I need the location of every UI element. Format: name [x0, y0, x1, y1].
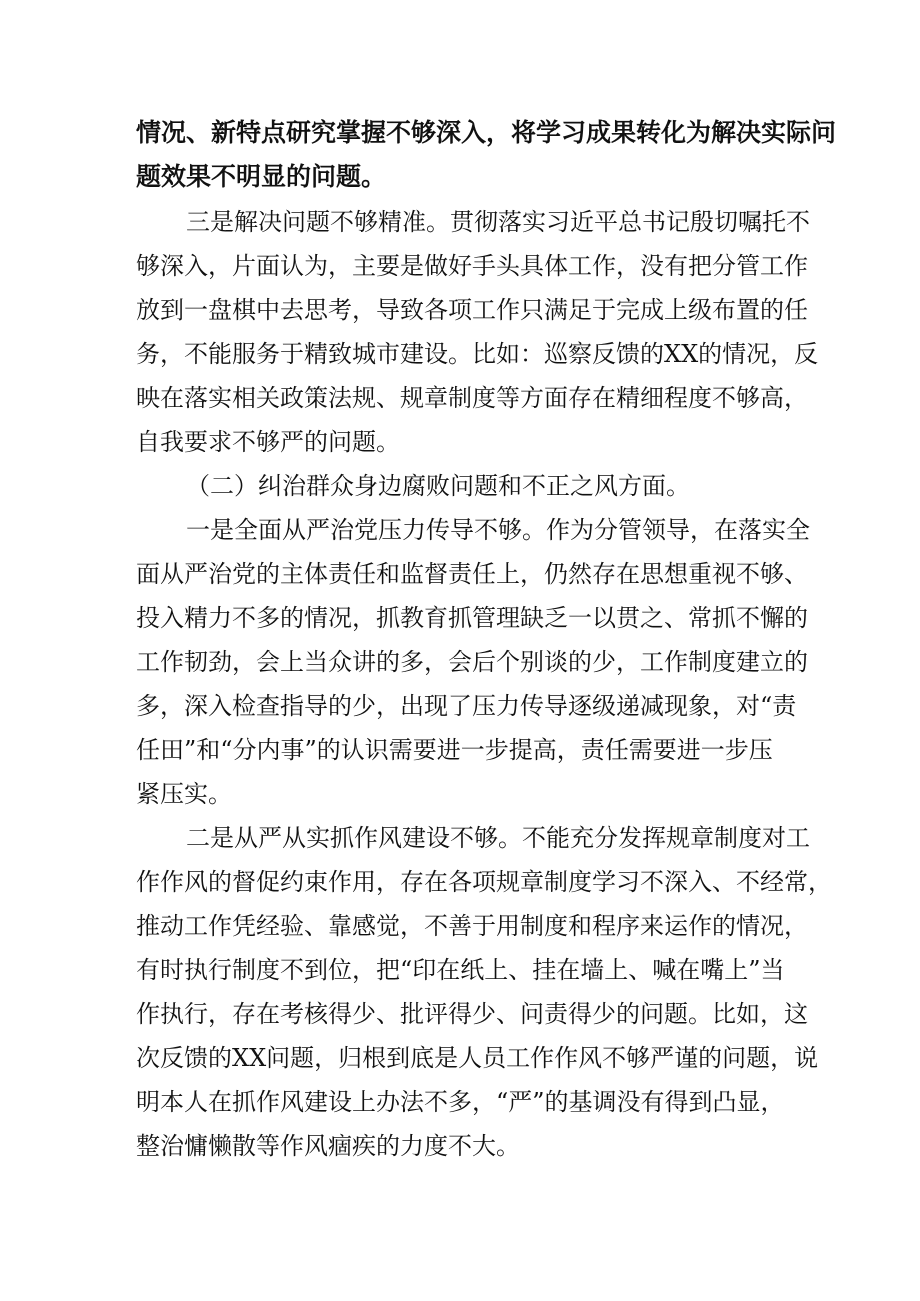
text-line: 推动工作凭经验、靠感觉，不善于用制度和程序来运作的情况， — [136, 912, 808, 940]
text-line: 投入精力不多的情况，抓教育抓管理缺乏一以贯之、常抓不懈的 — [136, 604, 808, 632]
paragraph-heading-line: 三是解决问题不够精准。贯彻落实习近平总书记殷切嘱托不 — [186, 208, 810, 236]
text-line: 紧压实。 — [136, 780, 232, 808]
section-heading: （二）纠治群众身边腐败问题和不正之风方面。 — [186, 472, 690, 500]
text-line: 务，不能服务于精致城市建设。比如：巡察反馈的XX的情况，反 — [136, 340, 819, 368]
text-line: 多，深入检查指导的少，出现了压力传导逐级递减现象，对“责 — [136, 692, 797, 720]
text-line: 作作风的督促约束作用，存在各项规章制度学习不深入、不经常， — [136, 868, 832, 896]
text-line: 次反馈的XX问题，归根到底是人员工作作风不够严谨的问题，说 — [136, 1044, 819, 1072]
text-line: 够深入，片面认为，主要是做好手头具体工作，没有把分管工作 — [136, 252, 808, 280]
text-line: 情况、新特点研究掌握不够深入，将学习成果转化为解决实际问 — [136, 118, 837, 147]
paragraph-heading-line: 二是从严从实抓作风建设不够。不能充分发挥规章制度对工 — [186, 824, 810, 852]
text-line: 工作韧劲，会上当众讲的多，会后个别谈的少，工作制度建立的 — [136, 648, 808, 676]
text-line: 放到一盘棋中去思考，导致各项工作只满足于完成上级布置的任 — [136, 296, 808, 324]
text-line: 映在落实相关政策法规、规章制度等方面存在精细程度不够高， — [136, 384, 808, 412]
text-line: 明本人在抓作风建设上办法不多，“严”的基调没有得到凸显， — [136, 1088, 785, 1116]
paragraph-heading-line: 一是全面从严治党压力传导不够。作为分管领导，在落实全 — [186, 516, 810, 544]
text-line: 整治慵懒散等作风痼疾的力度不大。 — [136, 1132, 520, 1160]
text-line: 面从严治党的主体责任和监督责任上，仍然存在思想重视不够、 — [136, 560, 808, 588]
text-line: 任田”和“分内事”的认识需要进一步提高，责任需要进一步压 — [136, 736, 773, 764]
text-line: 有时执行制度不到位，把“印在纸上、挂在墙上、喊在嘴上”当 — [136, 956, 785, 984]
text-line: 作执行，存在考核得少、批评得少、问责得少的问题。比如，这 — [136, 1000, 808, 1028]
text-line: 题效果不明显的问题。 — [136, 162, 387, 191]
text-line: 自我要求不够严的问题。 — [136, 428, 400, 456]
